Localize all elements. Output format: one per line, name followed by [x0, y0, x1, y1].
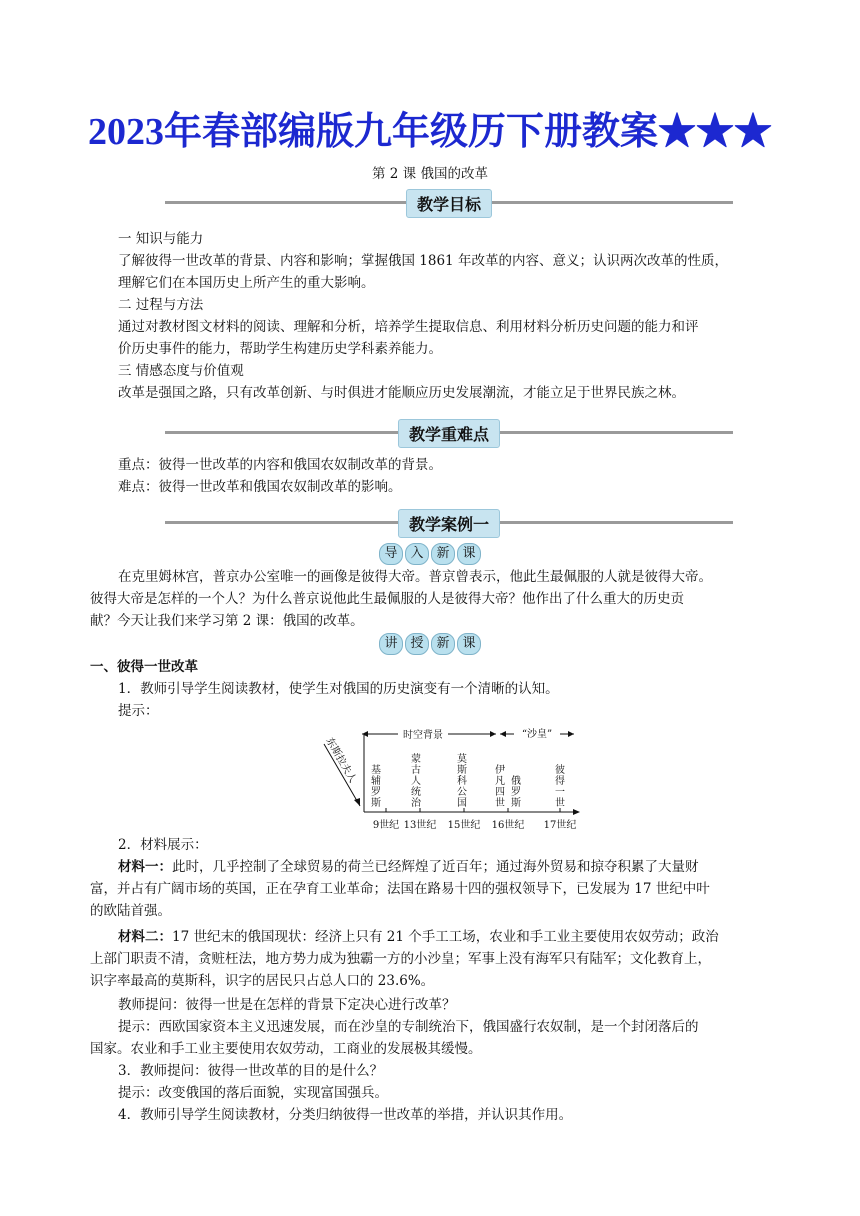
era-column-char: 四: [495, 787, 505, 798]
material1-line2: 富，并占有广阔市场的英国，正在孕育工业革命；法国在路易十四的强权领导下，已发展为 17 世纪中叶: [90, 881, 710, 897]
answer1-line1: 提示：西欧国家资本主义迅速发展，而在沙皇的专制统治下，俄国盛行农奴制，是一个封闭落后的: [118, 1019, 699, 1035]
history-timeline-diagram: [316, 718, 586, 838]
teach-pill: 课: [457, 633, 481, 655]
goal-2-body-line1: 通过对教材图文材料的阅读、理解和分析，培养学生提取信息、利用材料分析历史问题的能力和评: [118, 319, 699, 335]
step4-text: 4．教师引导学生阅读教材，分类归纳彼得一世改革的举措，并认识其作用。: [118, 1107, 573, 1123]
intro-text-line1: 在克里姆林宫，普京办公室唯一的画像是彼得大帝。普京曾表示，他此生最佩服的人就是彼得大帝。: [118, 569, 712, 585]
step3-text: 3．教师提问：彼得一世改革的目的是什么？: [118, 1063, 384, 1079]
teach-pill: 授: [405, 633, 429, 655]
slant-arrow-head-icon: [354, 798, 360, 806]
intro-pill-row: [0, 542, 860, 565]
part1-heading: 一、彼得一世改革: [90, 659, 198, 675]
era-column-char: 斯: [371, 798, 381, 809]
goal-3-heading: 三 情感态度与价值观: [118, 363, 244, 379]
step2-text: 2．材料展示：: [118, 837, 208, 853]
era-column-char: 科: [457, 776, 467, 787]
arrow-right-icon: [568, 731, 574, 737]
key-point: 重点：彼得一世改革的内容和俄国农奴制改革的背景。: [118, 457, 442, 473]
axis-tick-label: 9世纪: [372, 820, 400, 831]
intro-text-line2: 彼得大帝是怎样的一个人？为什么普京说他此生最佩服的人是彼得大帝？他作出了什么重大的历史贡: [90, 591, 684, 607]
era-column-char: 罗: [371, 787, 381, 798]
axis-tick-label: 13世纪: [403, 820, 437, 831]
timeline-svg: [316, 718, 586, 838]
material2-text: 17 世纪末的俄国现状：经济上只有 21 个手工工场，农业和手工业主要使用农奴劳动；政治: [172, 929, 719, 945]
era-columns: [371, 752, 565, 809]
material1-label: 材料一：: [118, 859, 172, 875]
era-column-char: 古: [411, 765, 421, 776]
era-column-char: 伊: [495, 765, 505, 776]
goal-1-heading: 一 知识与能力: [118, 231, 204, 247]
era-column-char: 得: [555, 776, 565, 787]
era-column-char: 国: [457, 798, 467, 809]
intro-pill: 课: [457, 543, 481, 565]
era-column-char: 统: [411, 787, 421, 798]
arrow-left-icon: [500, 731, 506, 737]
teach-pill: 新: [431, 633, 455, 655]
era-column-char: 世: [555, 798, 565, 809]
difficult-point: 难点：彼得一世改革和俄国农奴制改革的影响。: [118, 479, 402, 495]
hint-label: 提示：: [118, 703, 159, 719]
era-column-char: 公: [457, 787, 467, 798]
answer1-line2: 国家。农业和手工业主要使用农奴劳动，工商业的发展极其缓慢。: [90, 1041, 482, 1057]
material2-line1: [118, 926, 778, 948]
era-column-char: 蒙: [411, 754, 421, 765]
era-column-char: 彼: [555, 765, 565, 776]
material1-line3: 的欧陆首强。: [90, 903, 171, 919]
section-banner-case: [165, 512, 733, 534]
material2-label: 材料二：: [118, 929, 172, 945]
era-column-char: 斯: [511, 798, 521, 809]
slant-label: 东斯拉夫人: [323, 736, 358, 785]
section-banner-goals: [165, 192, 733, 214]
step1-text: 1．教师引导学生阅读教材，使学生对俄国的历史演变有一个清晰的认知。: [118, 681, 559, 697]
goal-1-body-line1: 了解彼得一世改革的背景、内容和影响；掌握俄国 1861 年改革的内容、意义；认识两次改革的性质，: [118, 253, 728, 269]
era-column-label: [555, 763, 565, 809]
material2-line3: 识字率最高的莫斯科，识字的居民只占总人口的 23.6%。: [90, 973, 435, 989]
era-column-char: 治: [411, 798, 421, 809]
label-tsar: “沙皇”: [521, 729, 553, 740]
material1-line1: [118, 856, 778, 878]
era-column-char: 人: [411, 776, 421, 787]
era-column-char: 世: [495, 798, 505, 809]
question1: 教师提问：彼得一世是在怎样的背景下定决心进行改革？: [118, 997, 456, 1013]
goal-2-heading: 二 过程与方法: [118, 297, 204, 313]
label-time-background: 时空背景: [403, 730, 443, 741]
answer2: 提示：改变俄国的落后面貌，实现富国强兵。: [118, 1085, 388, 1101]
era-column-label: [411, 752, 422, 809]
era-column-char: 一: [555, 787, 565, 798]
era-column-char: 俄: [511, 776, 521, 787]
section-label-keypoints: 教学重难点: [398, 419, 500, 448]
arrow-right-icon: [490, 731, 496, 737]
era-column-char: 罗: [511, 787, 521, 798]
era-column-char: 辅: [371, 776, 381, 787]
goal-2-body-line2: 价历史事件的能力，帮助学生构建历史学科素养能力。: [118, 341, 442, 357]
intro-pill: 入: [405, 543, 429, 565]
era-column-label: [457, 752, 467, 809]
teach-pill-row: [0, 632, 860, 655]
material2-line2: 上部门职责不清，贪赃枉法，地方势力成为独霸一方的小沙皇；军事上没有海军只有陆军；文化教育上，: [90, 951, 711, 967]
axis-tick-label: 16世纪: [491, 820, 525, 831]
intro-text-line3: 献？今天让我们来学习第 2 课：俄国的改革。: [90, 613, 364, 629]
teach-pill: 讲: [379, 633, 403, 655]
intro-pill: 新: [431, 543, 455, 565]
era-column-char: 凡: [495, 776, 505, 787]
era-column-char: 基: [371, 765, 381, 776]
axis-ticks: [373, 808, 577, 831]
goal-3-body: 改革是强国之路，只有改革创新、与时俱进才能顺应历史发展潮流，才能立足于世界民族之林。: [118, 385, 685, 401]
era-column-label: [495, 763, 505, 809]
axis-arrow-icon: [573, 809, 580, 815]
arrow-left-icon: [362, 731, 368, 737]
lesson-title: 第 2 课 俄国的改革: [372, 166, 488, 182]
era-column-label: [511, 774, 521, 809]
goal-1-body-line2: 理解它们在本国历史上所产生的重大影响。: [118, 275, 375, 291]
section-label-case: 教学案例一: [398, 509, 500, 538]
era-column-label: [371, 763, 381, 809]
era-column-char: 斯: [457, 765, 467, 776]
axis-tick-label: 17世纪: [543, 820, 577, 831]
section-banner-keypoints: [165, 422, 733, 444]
document-title: 2023年春部编版九年级历下册教案★★★: [87, 111, 772, 153]
era-column-char: 莫: [457, 754, 467, 765]
material1-text: 此时，几乎控制了全球贸易的荷兰已经辉煌了近百年；通过海外贸易和掠夺积累了大量财: [172, 859, 699, 875]
section-label-goals: 教学目标: [406, 189, 492, 218]
axis-tick-label: 15世纪: [447, 820, 481, 831]
intro-pill: 导: [379, 543, 403, 565]
